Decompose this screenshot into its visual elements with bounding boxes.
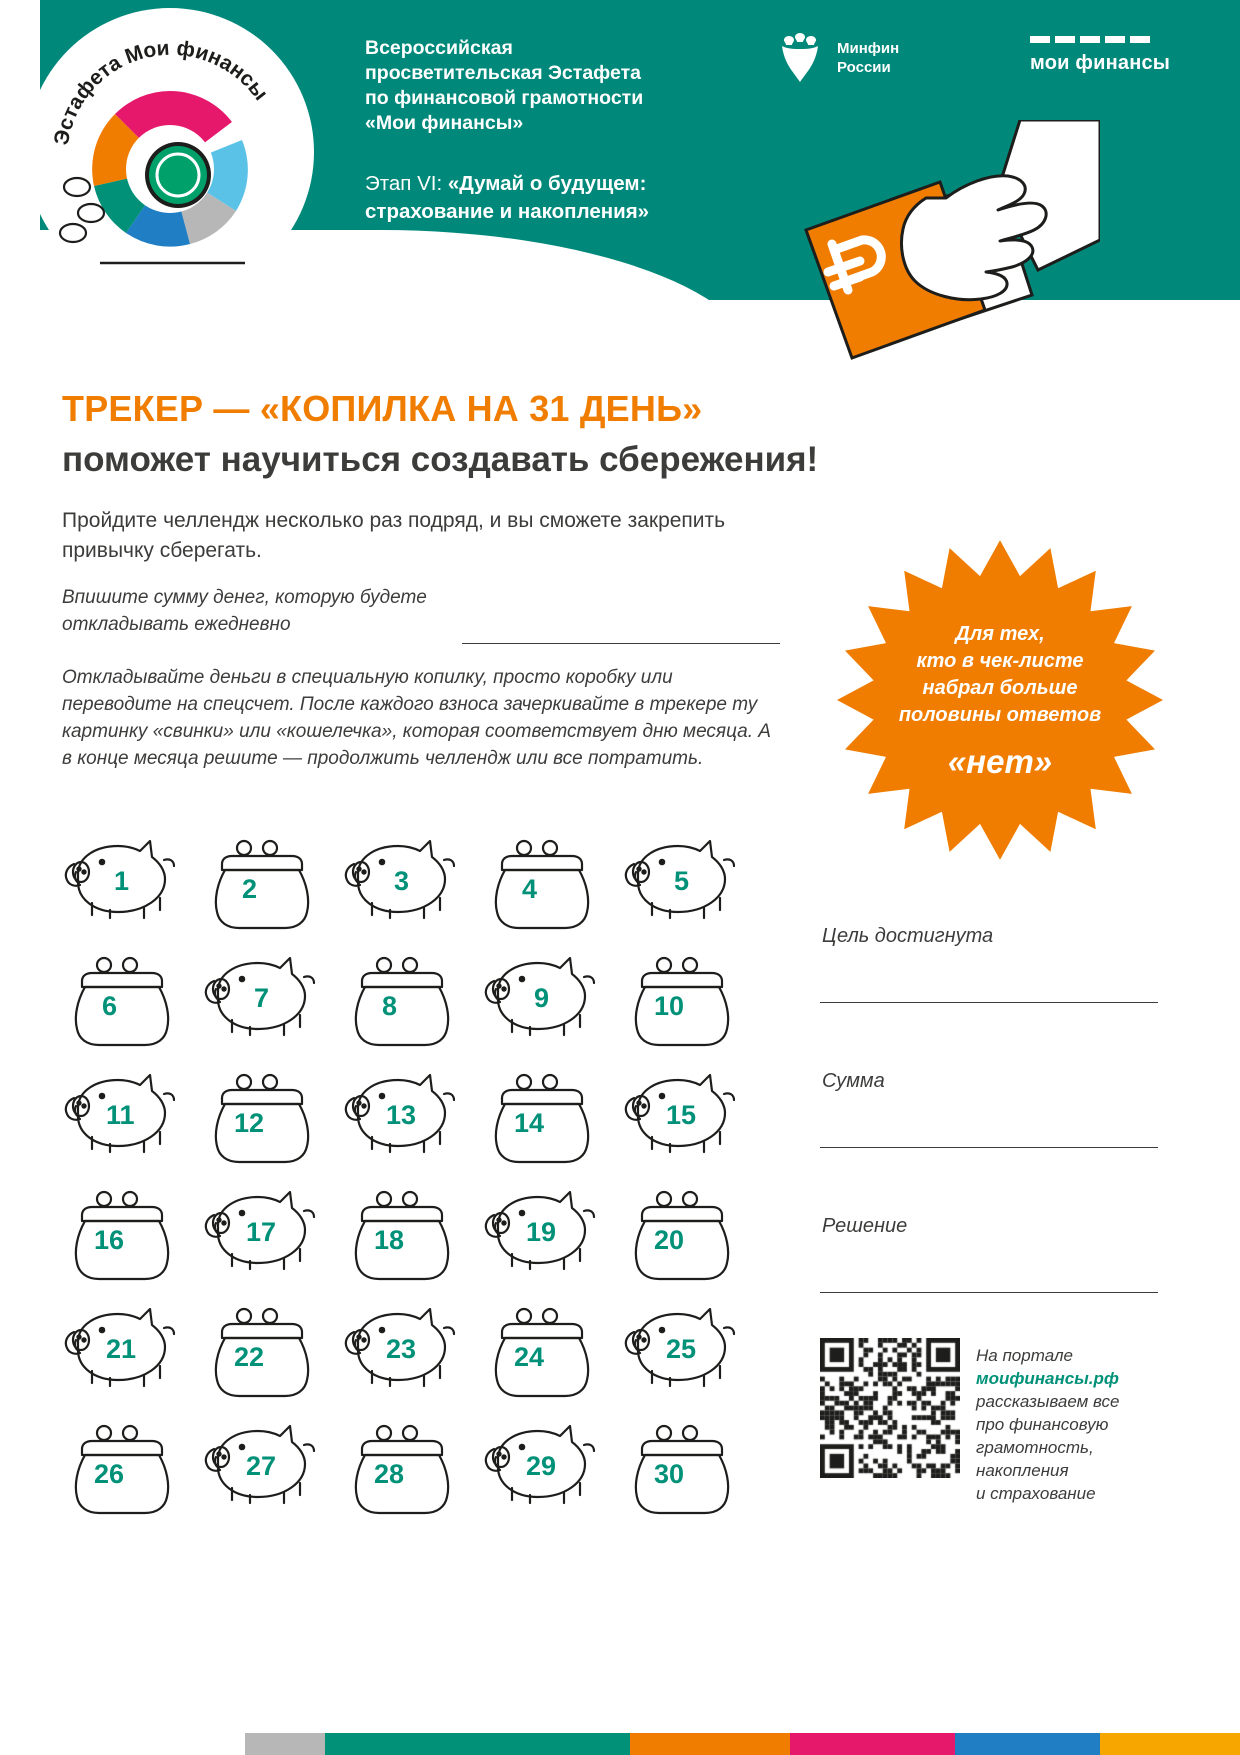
tracker-day-number: 24 (514, 1342, 545, 1372)
minfin-text (837, 39, 899, 77)
tracker-row (52, 1288, 752, 1405)
tracker-day-number: 22 (234, 1342, 265, 1372)
star-text-block (800, 621, 1200, 729)
tracker-day-number: 10 (654, 991, 685, 1021)
tracker-day-9[interactable] (472, 937, 612, 1054)
tracker-day-number: 3 (394, 866, 410, 896)
tracker-day-number: 27 (246, 1451, 277, 1481)
tracker-day-number: 28 (374, 1459, 405, 1489)
tracker-day-29[interactable] (472, 1405, 612, 1522)
tracker-row (52, 1171, 752, 1288)
tracker-day-24[interactable] (472, 1288, 612, 1405)
instructions-text: Откладывайте деньги в специальную копилку, просто коробку или переводите на спецсчет. После каждого взноса зачеркивайте в трекере ту картинку «свинки» или «кошелечка», которая соответствует дню месяца. А в конце месяца решите — продолжить челлендж или все потратить. (62, 667, 771, 769)
tracker-day-number: 19 (526, 1217, 557, 1247)
field-label-decision: Решение (822, 1215, 908, 1237)
tracker-day-number: 11 (106, 1100, 135, 1130)
qr-line-2: рассказываем все (976, 1392, 1120, 1411)
qr-line-4: грамотность, (976, 1438, 1094, 1457)
tracker-row (52, 1405, 752, 1522)
qr-line-3: про финансовую (976, 1415, 1109, 1434)
footer-bar-3 (325, 1733, 630, 1755)
field-input-decision[interactable] (820, 1292, 1158, 1293)
tracker-day-23[interactable] (332, 1288, 472, 1405)
tracker-day-number: 17 (246, 1217, 277, 1247)
qr-line-5: накопления (976, 1461, 1069, 1480)
page-title-orange: ТРЕКЕР — «КОПИЛКА НА 31 ДЕНЬ» (62, 388, 703, 429)
tracker-day-26[interactable] (52, 1405, 192, 1522)
amount-input-line[interactable] (462, 643, 780, 644)
qr-line-6: и страхование (976, 1484, 1096, 1503)
tracker-day-12[interactable] (192, 1054, 332, 1171)
tracker-day-3[interactable] (332, 820, 472, 937)
org-line-4: «Мои финансы» (365, 112, 524, 134)
stage-title-line2: страхование и накопления» (365, 200, 650, 223)
tracker-day-21[interactable] (52, 1288, 192, 1405)
tracker-day-number: 12 (234, 1108, 265, 1138)
page-header (0, 0, 1240, 330)
tracker-day-number: 14 (514, 1108, 545, 1138)
tracker-day-27[interactable] (192, 1405, 332, 1522)
page-title-dark: поможет научиться создавать сбережения! (62, 440, 819, 479)
tracker-day-6[interactable] (52, 937, 192, 1054)
tracker-day-25[interactable] (612, 1288, 752, 1405)
tracker-day-11[interactable] (52, 1054, 192, 1171)
tracker-day-15[interactable] (612, 1054, 752, 1171)
footer-bar-6 (955, 1733, 1100, 1755)
tracker-day-number: 21 (106, 1334, 137, 1364)
tracker-day-28[interactable] (332, 1405, 472, 1522)
footer-bar-5 (790, 1733, 955, 1755)
tracker-day-number: 23 (386, 1334, 417, 1364)
minfin-logo (775, 30, 899, 86)
brand-title: мои финансы (1030, 52, 1171, 74)
tracker-row (52, 820, 752, 937)
tracker-day-number: 30 (654, 1459, 685, 1489)
field-input-sum[interactable] (820, 1147, 1158, 1148)
tracker-day-number: 15 (666, 1100, 697, 1130)
star-callout (800, 535, 1200, 865)
star-line-1: Для тех, (955, 623, 1045, 645)
minfin-line-2: России (837, 59, 891, 76)
footer-bar-7 (1100, 1733, 1240, 1755)
tracker-day-number: 29 (526, 1451, 557, 1481)
tracker-day-number: 6 (102, 991, 118, 1021)
tracker-day-number: 20 (654, 1225, 685, 1255)
hand-with-envelope-illustration (770, 120, 1100, 420)
tracker-day-5[interactable] (612, 820, 752, 937)
field-label-sum: Сумма (822, 1070, 885, 1092)
tracker-day-30[interactable] (612, 1405, 752, 1522)
tracker-day-18[interactable] (332, 1171, 472, 1288)
tracker-row (52, 937, 752, 1054)
field-label-goal: Цель достигнута (822, 925, 994, 947)
tracker-day-number: 16 (94, 1225, 125, 1255)
tracker-grid (52, 820, 752, 1522)
field-input-goal[interactable] (820, 1002, 1158, 1003)
org-line-3: по финансовой грамотности (365, 87, 644, 109)
star-line-4: половины ответов (898, 704, 1102, 726)
footer-bar-2 (245, 1733, 325, 1755)
star-line-2: кто в чек-листе (916, 650, 1084, 672)
tracker-day-number: 13 (386, 1100, 417, 1130)
double-headed-eagle-icon (775, 30, 825, 86)
stage-label: Этап VI: (365, 172, 443, 195)
tracker-day-19[interactable] (472, 1171, 612, 1288)
estafeta-logo-graphic (45, 27, 295, 277)
qr-description (976, 1338, 1119, 1505)
star-line-3: набрал больше (922, 677, 1078, 699)
qr-line-1: На портале (976, 1346, 1073, 1365)
tracker-day-number: 7 (254, 983, 270, 1013)
footer-color-bar (0, 1733, 1240, 1755)
estafeta-logo (26, 8, 314, 296)
tracker-day-17[interactable] (192, 1171, 332, 1288)
tracker-day-number: 8 (382, 991, 398, 1021)
minfin-line-1: Минфин (837, 40, 900, 57)
qr-block (820, 1338, 1119, 1505)
tracker-day-number: 18 (374, 1225, 405, 1255)
tracker-day-22[interactable] (192, 1288, 332, 1405)
qr-site-link[interactable]: моифинансы.рф (976, 1369, 1119, 1388)
tracker-day-4[interactable] (472, 820, 612, 937)
stage-block (365, 170, 649, 226)
tracker-day-number: 26 (94, 1459, 125, 1489)
tracker-day-20[interactable] (612, 1171, 752, 1288)
footer-bar-1 (0, 1733, 245, 1755)
tracker-day-number: 9 (534, 983, 550, 1013)
tracker-day-16[interactable] (52, 1171, 192, 1288)
tracker-day-7[interactable] (192, 937, 332, 1054)
tracker-day-14[interactable] (472, 1054, 612, 1171)
amount-prompt-text: Впишите сумму денег, которую будете откладывать ежедневно (62, 587, 427, 635)
page-subtitle: Пройдите челлендж несколько раз подряд, и вы сможете закрепить привычку сберегать. (62, 509, 726, 562)
tracker-day-1[interactable] (52, 820, 192, 937)
tracker-day-2[interactable] (192, 820, 332, 937)
tracker-day-number: 25 (666, 1334, 697, 1364)
tracker-day-number: 1 (114, 866, 130, 896)
org-line-2: просветительская Эстафета (365, 62, 641, 84)
tracker-row (52, 1054, 752, 1171)
tracker-day-number: 4 (522, 874, 538, 904)
moi-finansy-logo (1030, 36, 1170, 75)
logo-arc-text: Эстафета Мои финансы (49, 36, 273, 147)
logo-bars-icon (1030, 36, 1170, 43)
tracker-day-10[interactable] (612, 937, 752, 1054)
star-answer: «нет» (947, 743, 1053, 780)
org-line-1: Всероссийская (365, 37, 513, 59)
footer-bar-4 (630, 1733, 790, 1755)
tracker-day-number: 5 (674, 866, 690, 896)
stage-title-line1: «Думай о будущем: (447, 172, 647, 195)
tracker-day-13[interactable] (332, 1054, 472, 1171)
header-org-block (365, 36, 649, 226)
qr-code-icon[interactable] (820, 1338, 960, 1478)
tracker-day-8[interactable] (332, 937, 472, 1054)
tracker-day-number: 2 (242, 874, 258, 904)
